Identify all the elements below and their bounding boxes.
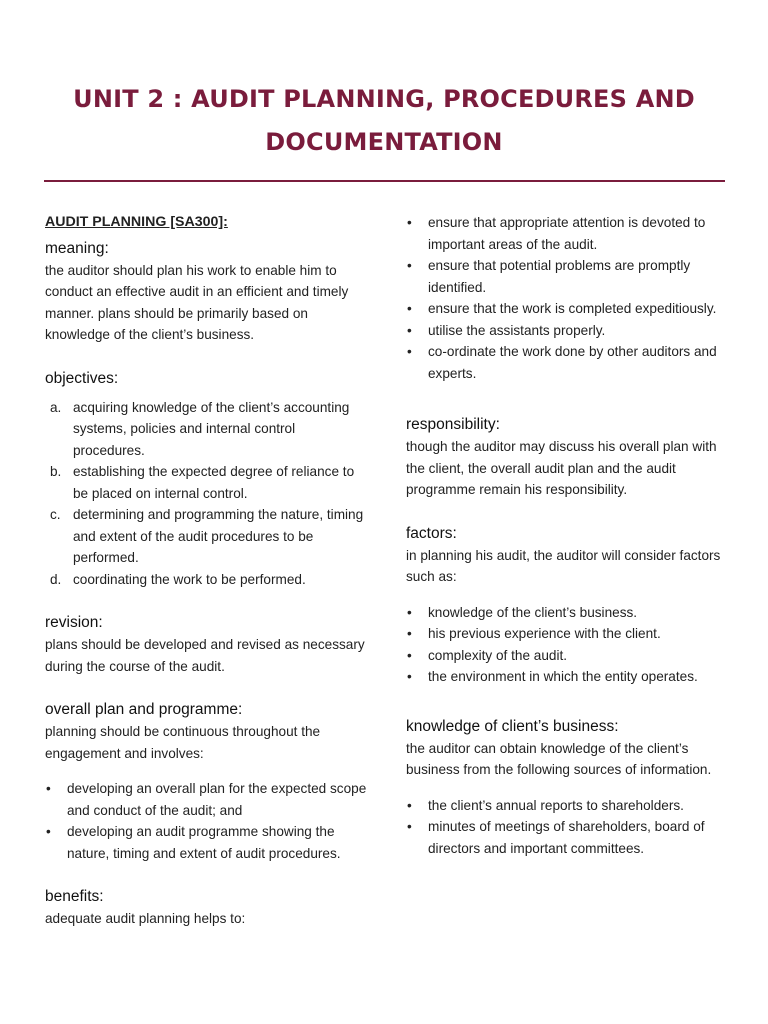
right-column [406, 212, 726, 859]
list-item: • complexity of the audit. [407, 647, 568, 663]
factors-text: in planning his audit, the auditor will consider factors such as: [406, 547, 721, 584]
list-item: • minutes of meetings of shareholders, board of directors and important committees. [407, 819, 705, 856]
benefits-text: adequate audit planning helps to: [45, 911, 246, 926]
heading-overall-plan: overall plan and programme: [45, 701, 243, 718]
heading-objectives: objectives: [45, 369, 119, 387]
list-item: c. determining and programming the nature, timing and extent of the audit procedures to be performed. [50, 507, 364, 565]
heading-revision: revision: [45, 614, 103, 631]
meaning-text: the auditor should plan his work to enable him to conduct an effective audit in an efficient and timely manner. plans should be primarily based on knowledge of the client’s business. [45, 262, 349, 342]
left-column [45, 212, 367, 930]
heading-benefits: benefits: [45, 888, 104, 905]
section-heading-audit-planning: AUDIT PLANNING [SA300]: [45, 214, 228, 230]
list-item: • ensure that the work is completed expeditiously. [407, 301, 717, 316]
title-line-2: DOCUMENTATION [265, 128, 503, 156]
list-item: a. acquiring knowledge of the client’s accounting systems, policies and internal control procedures. [50, 399, 350, 458]
list-item: • developing an overall plan for the expected scope and conduct of the audit; and [46, 781, 367, 818]
list-item: • his previous experience with the client. [407, 626, 661, 641]
list-item: • utilise the assistants properly. [407, 322, 606, 338]
overall-plan-text: planning should be continuous throughout the engagement and involves: [45, 724, 321, 761]
factors-list [406, 602, 726, 688]
page-title [0, 78, 768, 164]
heading-knowledge: knowledge of client’s business: [406, 717, 619, 735]
objectives-list [45, 397, 367, 591]
heading-factors: factors: [406, 524, 457, 542]
heading-responsibility: responsibility: [406, 416, 500, 433]
title-divider [44, 180, 725, 182]
list-item: d. coordinating the work to be performed. [50, 571, 306, 587]
knowledge-list [406, 795, 726, 860]
list-item: • developing an audit programme showing the nature, timing and extent of audit procedures. [46, 824, 341, 861]
list-item: • ensure that appropriate attention is devoted to important areas of the audit. [407, 215, 706, 252]
overall-plan-list [45, 778, 367, 864]
list-item: • the client’s annual reports to shareholders. [407, 797, 684, 813]
list-item: • ensure that potential problems are promptly identified. [407, 258, 691, 295]
list-item: • co-ordinate the work done by other auditors and experts. [407, 344, 717, 381]
heading-meaning: meaning: [45, 239, 109, 257]
knowledge-text: the auditor can obtain knowledge of the client’s business from the following sources of information. [406, 740, 712, 777]
list-item: • knowledge of the client’s business. [407, 604, 638, 620]
responsibility-text: though the auditor may discuss his overall plan with the client, the overall audit plan and the audit programme remain his responsibility. [406, 439, 717, 497]
benefits-list [406, 212, 726, 384]
title-line-1: UNIT 2 : AUDIT PLANNING, PROCEDURES AND [73, 85, 695, 113]
list-item: • the environment in which the entity operates. [407, 669, 698, 684]
revision-text: plans should be developed and revised as necessary during the course of the audit. [45, 637, 365, 674]
list-item: b. establishing the expected degree of reliance to be placed on internal control. [50, 464, 355, 501]
